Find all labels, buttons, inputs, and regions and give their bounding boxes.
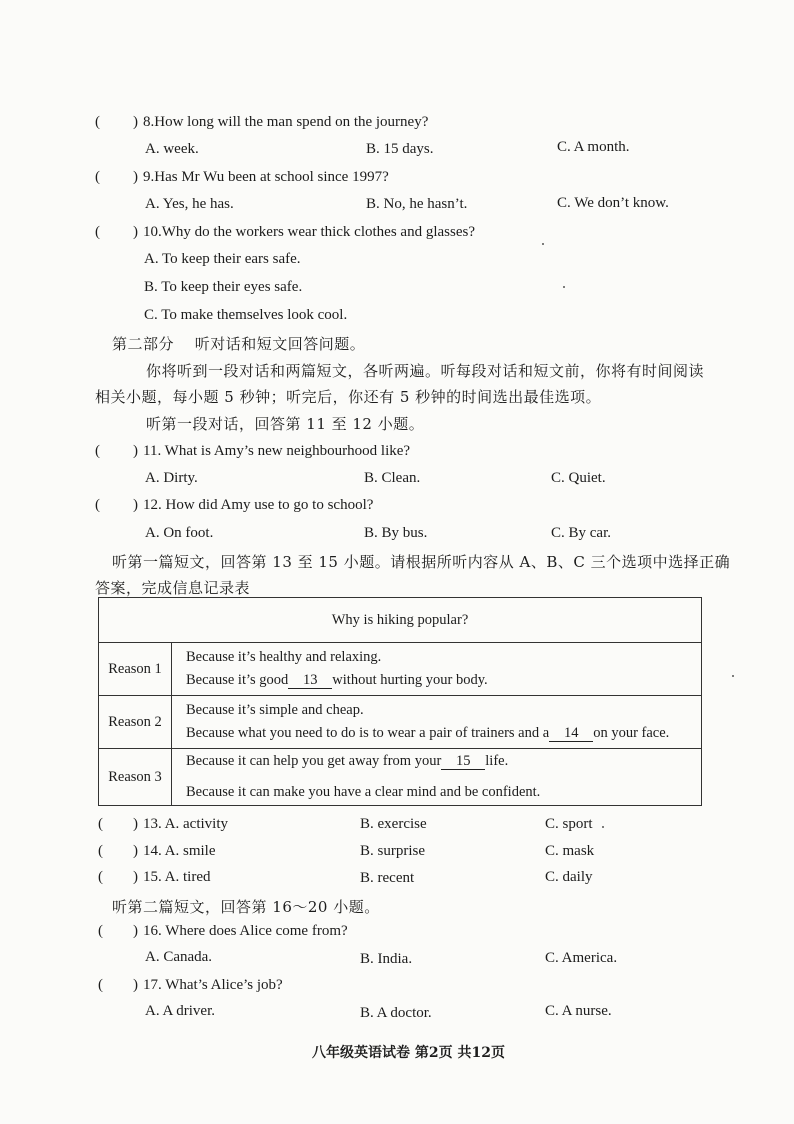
answer-paren-open: ( xyxy=(95,114,100,130)
question-13-option-c: C. sport xyxy=(545,816,593,832)
scan-speck xyxy=(732,675,734,677)
question-11-option-a: A. Dirty. xyxy=(145,470,198,486)
blank-13: 13 xyxy=(288,672,332,689)
question-10-option-c: C. To make themselves look cool. xyxy=(144,307,348,323)
answer-paren-open: ( xyxy=(98,977,103,993)
reason-3-label: Reason 3 xyxy=(99,749,172,806)
question-14-option-a: 14. A. smile xyxy=(143,843,216,859)
reason-3-line1 xyxy=(186,750,701,773)
question-11-option-b: B. Clean. xyxy=(364,470,421,486)
question-12-option-b: B. By bus. xyxy=(364,525,428,541)
question-15-option-c: C. daily xyxy=(545,869,593,885)
question-16-option-b: B. India. xyxy=(360,951,413,967)
question-14-option-c: C. mask xyxy=(545,843,595,859)
scan-speck xyxy=(542,243,544,245)
reason-3-text-a: Because it can help you get away from your xyxy=(186,753,442,769)
question-17-option-c: C. A nurse. xyxy=(545,1003,612,1019)
reason-1-text-a: Because it’s good xyxy=(186,672,289,688)
question-12-option-a: A. On foot. xyxy=(145,525,214,541)
blank-14: 14 xyxy=(549,725,593,742)
reason-2-label: Reason 2 xyxy=(99,696,172,749)
reason-3-text-b: life. xyxy=(485,753,509,769)
passage1-intro-line1: 听第一篇短文，回答第 13 至 15 小题。请根据所听内容从 A、B、C 三个选项中选择正确 xyxy=(112,553,731,571)
answer-paren-open: ( xyxy=(98,816,103,832)
question-13-option-a: 13. A. activity xyxy=(143,816,228,832)
question-12-stem: 12. How did Amy use to go to school? xyxy=(143,497,374,513)
question-17-option-a: A. A driver. xyxy=(145,1003,215,1019)
passage1-intro-line2: 答案，完成信息记录表 xyxy=(95,579,251,597)
answer-paren-close: ) xyxy=(133,497,138,513)
question-16-option-c: C. America. xyxy=(545,950,618,966)
answer-paren-open: ( xyxy=(95,443,100,459)
reason-2-text-a: Because what you need to do is to wear a pair of trainers and a xyxy=(186,725,550,741)
question-11-option-c: C. Quiet. xyxy=(551,470,606,486)
reason-1-text-b: without hurting your body. xyxy=(332,672,488,688)
question-13-option-b: B. exercise xyxy=(360,816,427,832)
question-17-option-b: B. A doctor. xyxy=(360,1005,432,1021)
answer-paren-close: ) xyxy=(133,816,138,832)
reason-1-line1: Because it’s healthy and relaxing. xyxy=(186,649,382,665)
passage2-intro: 听第二篇短文，回答第 16～20 小题。 xyxy=(112,898,380,916)
scan-speck xyxy=(602,826,604,828)
question-9-stem: 9.Has Mr Wu been at school since 1997? xyxy=(143,169,389,185)
table-title: Why is hiking popular? xyxy=(99,598,702,643)
answer-paren-close: ) xyxy=(133,224,138,240)
reason-1-line2 xyxy=(186,669,701,692)
reason-3-line2: Because it can make you have a clear mind and be confident. xyxy=(186,784,541,800)
answer-paren-close: ) xyxy=(133,443,138,459)
dialog-intro: 听第一段对话，回答第 11 至 12 小题。 xyxy=(146,415,425,433)
reason-1-label: Reason 1 xyxy=(99,643,172,696)
answer-paren-open: ( xyxy=(98,923,103,939)
question-12-option-c: C. By car. xyxy=(551,525,611,541)
question-15-option-a: 15. A. tired xyxy=(143,869,211,885)
question-9-option-a: A. Yes, he has. xyxy=(145,196,234,212)
reason-1-content xyxy=(172,643,702,696)
part2-instruction-line1: 你将听到一段对话和两篇短文，各听两遍。听每段对话和短文前，你将有时间阅读 xyxy=(146,362,705,380)
question-11-stem: 11. What is Amy’s new neighbourhood like? xyxy=(143,443,411,459)
answer-paren-close: ) xyxy=(133,169,138,185)
part2-instruction-line2: 相关小题，每小题 5 秒钟；听完后，你还有 5 秒钟的时间选出最佳选项。 xyxy=(95,388,602,406)
info-record-table xyxy=(98,597,702,806)
reason-2-line1: Because it’s simple and cheap. xyxy=(186,702,364,718)
blank-15: 15 xyxy=(441,753,485,770)
reason-2-content xyxy=(172,696,702,749)
question-14-option-b: B. surprise xyxy=(360,843,425,859)
question-10-stem: 10.Why do the workers wear thick clothes and glasses? xyxy=(143,224,475,240)
answer-paren-close: ) xyxy=(133,869,138,885)
question-16-stem: 16. Where does Alice come from? xyxy=(143,923,348,939)
question-8-option-b: B. 15 days. xyxy=(366,141,434,157)
question-9-option-b: B. No, he hasn’t. xyxy=(366,196,468,212)
answer-paren-open: ( xyxy=(98,869,103,885)
answer-paren-open: ( xyxy=(95,169,100,185)
answer-paren-open: ( xyxy=(95,224,100,240)
question-8-stem: 8.How long will the man spend on the journey? xyxy=(143,114,429,130)
question-10-option-a: A. To keep their ears safe. xyxy=(144,251,301,267)
reason-2-line2 xyxy=(186,722,701,745)
scan-speck xyxy=(563,286,565,288)
answer-paren-close: ) xyxy=(133,977,138,993)
reason-2-text-b: on your face. xyxy=(593,725,670,741)
answer-paren-open: ( xyxy=(98,843,103,859)
page-footer: 八年级英语试卷 第2页 共12页 xyxy=(312,1045,505,1061)
answer-paren-close: ) xyxy=(133,114,138,130)
question-15-option-b: B. recent xyxy=(360,870,415,886)
question-16-option-a: A. Canada. xyxy=(145,949,213,965)
answer-paren-close: ) xyxy=(133,923,138,939)
question-17-stem: 17. What’s Alice’s job? xyxy=(143,977,283,993)
question-8-option-c: C. A month. xyxy=(557,139,630,155)
answer-paren-close: ) xyxy=(133,843,138,859)
answer-paren-open: ( xyxy=(95,497,100,513)
question-9-option-c: C. We don’t know. xyxy=(557,195,669,211)
reason-3-content xyxy=(172,749,702,806)
question-10-option-b: B. To keep their eyes safe. xyxy=(144,279,303,295)
question-8-option-a: A. week. xyxy=(145,141,199,157)
part2-heading: 第二部分 听对话和短文回答问题。 xyxy=(112,335,366,353)
